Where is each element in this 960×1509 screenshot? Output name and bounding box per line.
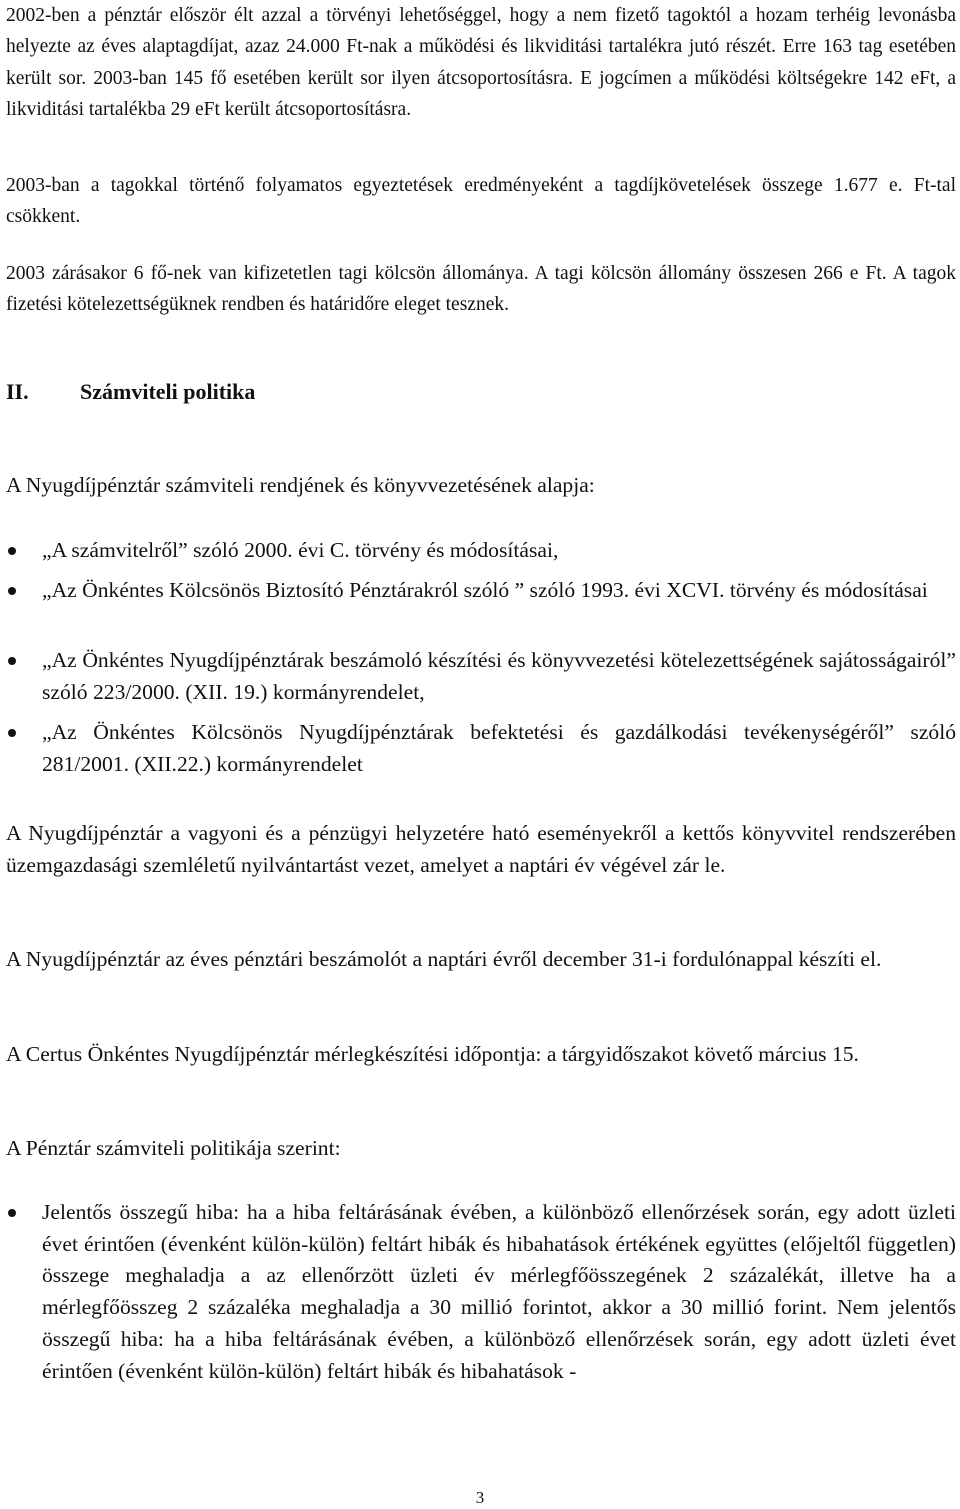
- section-title: Számviteli politika: [80, 379, 256, 404]
- paragraph-balance-date: A Certus Önkéntes Nyugdíjpénztár mérlegkészítési időpontja: a tárgyidőszakot követő március 15.: [6, 1042, 859, 1066]
- paragraph-member-loans: 2003 zárásakor 6 fő-nek van kifizetetlen tagi kölcsön állománya. A tagi kölcsön állomány összesen 266 e Ft. A tagok fizetési kötelezettségüknek rendben és határidőre eleget tesznek.: [6, 263, 956, 316]
- law-item-text: „Az Önkéntes Kölcsönös Nyugdíjpénztárak befektetési és gazdálkodási tevékenységéről” szóló 281/2001. (XII.22.) kormányrendelet: [42, 720, 956, 776]
- law-item-text: „A számvitelről” szóló 2000. évi C. törvény és módosításai,: [42, 538, 559, 562]
- paragraph-fee-claims: 2003-ban a tagokkal történő folyamatos egyeztetések eredményeként a tagdíjkövetelések összege 1.677 e. Ft-tal csökkent.: [6, 175, 956, 228]
- paragraph-basis-intro: A Nyugdíjpénztár számviteli rendjének és könyvvezetésének alapja:: [6, 473, 595, 497]
- paragraph-fee-deduction: 2002-ben a pénztár először élt azzal a törvényi lehetőséggel, hogy a nem fizető tagoktól a hozam terhéig levonásba helyezte az éves alaptagdíjat, azaz 24.000 Ft-nak a működési és likviditási tartalékra jutó részét. Erre 163 tag esetében került sor. 2003-ban 145 fő esetében került sor ilyen átcsoportosításra. E jogcímen a működési költségekre 142 eFt, a likviditási tartalékba 29 eFt került átcsoportosításra.: [6, 5, 956, 120]
- page-number: 3: [475, 1488, 485, 1507]
- policy-item-text: Jelentős összegű hiba: ha a hiba feltárásának évében, a különböző ellenőrzések során, egy adott üzleti évet érintően (évenként külön-külön) feltárt hibák és hibahatások értékének együttes (előjeltől független) összege meghaladja a az ellenőrzött üzleti év mérlegfőösszegének 2 százalékát, illetve ha a mérlegfőösszeg 2 százaléka meghaladja a 30 millió forintot, akkor a 30 millió forint. Nem jelentős összegű hiba: ha a hiba feltárásának évében, a különböző ellenőrzések során, egy adott üzleti évet érintően (évenként külön-külön) feltárt hibák és hibahatások -: [42, 1200, 956, 1383]
- section-number: II.: [6, 379, 29, 404]
- paragraph-double-entry: A Nyugdíjpénztár a vagyoni és a pénzügyi helyzetére ható eseményekről a kettős könyvvitel rendszerében üzemgazdasági szemléletű nyilvántartást vezet, amelyet a naptári év végével zár le.: [6, 821, 956, 877]
- paragraph-policy-intro: A Pénztár számviteli politikája szerint:: [6, 1136, 341, 1160]
- law-item-text: „Az Önkéntes Kölcsönös Biztosító Pénztárakról szóló ” szóló 1993. évi XCVI. törvény és módosításai: [42, 578, 928, 602]
- paragraph-annual-report: A Nyugdíjpénztár az éves pénztári beszámolót a naptári évről december 31-i fordulónappal készíti el.: [6, 947, 882, 971]
- law-item-text: „Az Önkéntes Nyugdíjpénztárak beszámoló készítési és könyvvezetési kötelezettségének sajátosságairól” szóló 223/2000. (XII. 19.) kormányrendelet,: [42, 648, 956, 704]
